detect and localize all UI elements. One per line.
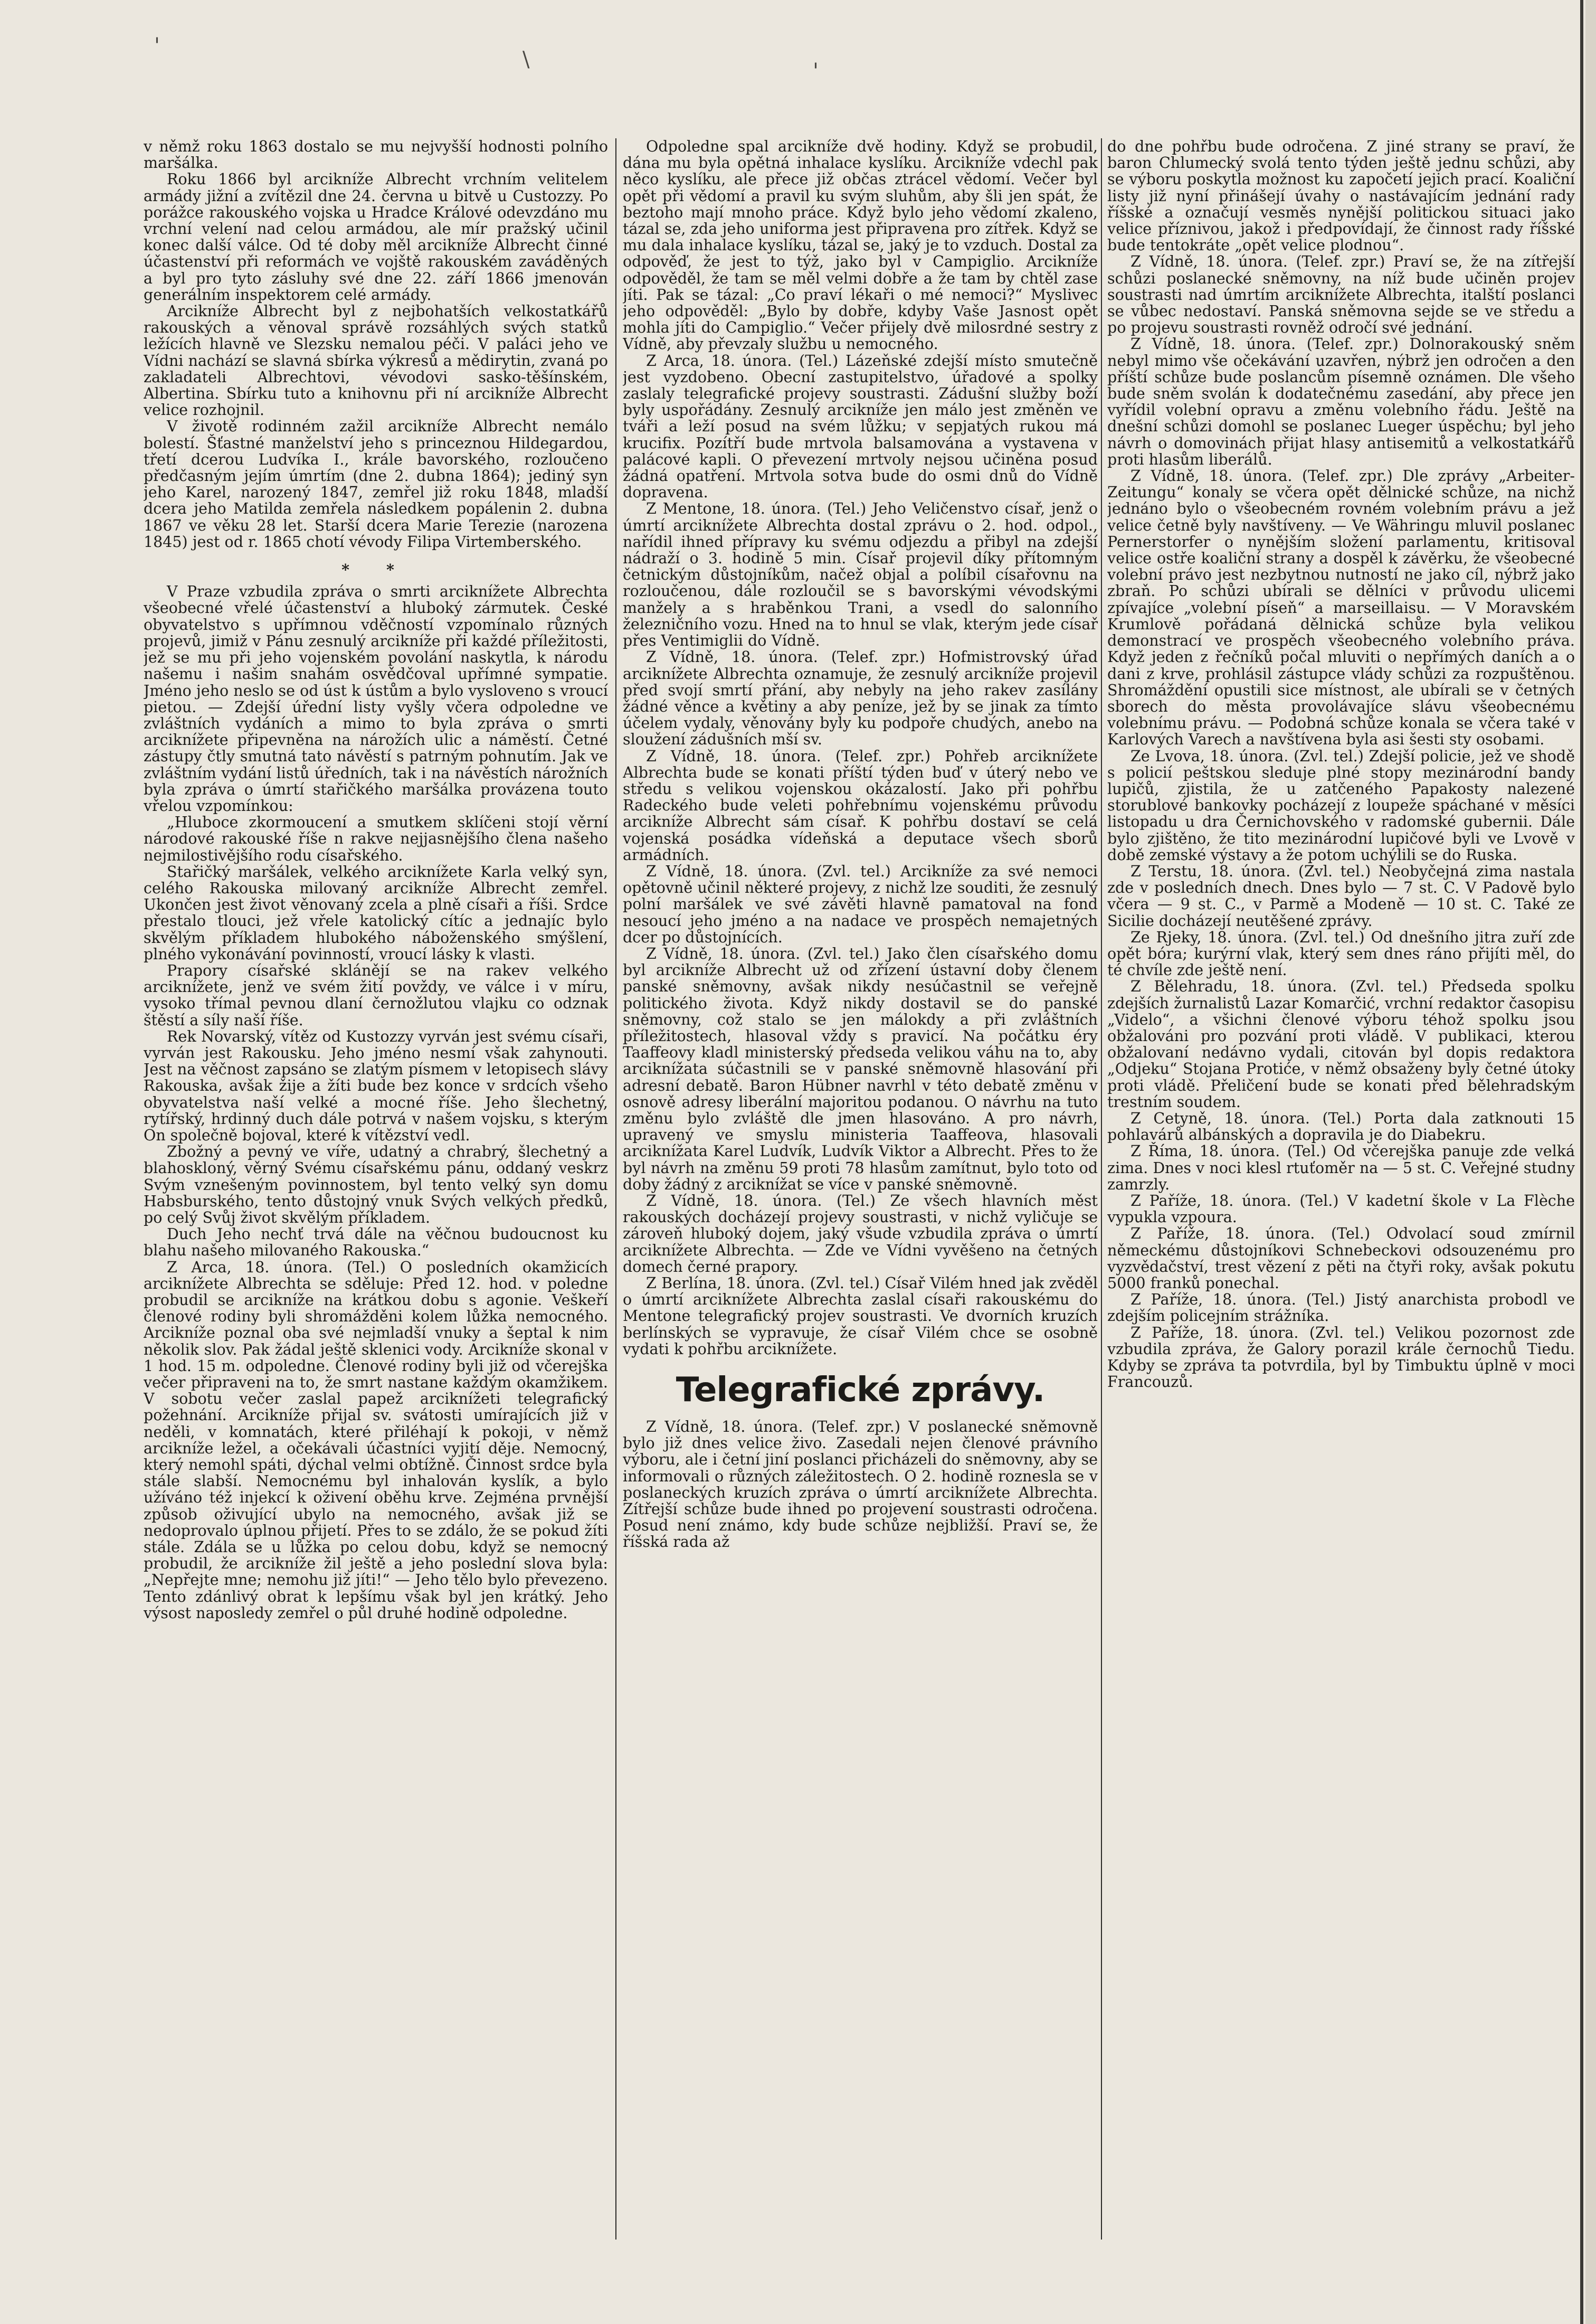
paragraph: Z Paříže, 18. února. (Tel.) Odvolací soud zmírnil německému důstojníkovi Schnebeckovi odsouzenému pro vyzvědačství, trest vězení z pěti na čtyři roky, avšak pokutu 5000 franků ponechal. bbox=[1107, 1225, 1575, 1292]
paragraph: Z Říma, 18. února. (Tel.) Od včerejška panuje zde velká zima. Dnes v noci klesl rtuťoměr na — 5 st. C. Veřejné studny zamrzly. bbox=[1107, 1142, 1575, 1193]
paragraph: V Praze vzbudila zpráva o smrti arciknížete Albrechta všeobecné vřelé účastenství a hluboký zármutek. České obyvatelstvo s upřímnou vděčností vzpomínalo různých projevů, jimiž v Pánu zesnulý arcikníže při každé příležitosti, jež se mu při jeho vojenském povolání naskytla, k národu našemu i našim snahám osvědčoval upřímné sympatie. Jméno jeho neslo se od úst k ústům a bylo vysloveno s vroucí pietou. — Zdejší úřední listy vyšly včera odpoledne ve zvláštních vydáních a mimo to byla zpráva o smrti arciknížete připevněna na nárožích ulic a náměstí. Četné zástupy čtly smutná tato návěstí s patrným pohnutím. Jak ve zvláštním vydání listů úředních, tak i na návěstích nárožních byla zpráva o úmrtí stařičkého maršálka provázena touto vřelou vzpomínkou: bbox=[144, 583, 608, 815]
column-divider-1 bbox=[615, 138, 616, 2240]
column-2 bbox=[623, 138, 1098, 2250]
paragraph: Z Cetyně, 18. února. (Tel.) Porta dala zatknouti 15 pohlavárů albánských a dopravila je do Diabekru. bbox=[1107, 1109, 1575, 1144]
paragraph: Rek Novarský, vítěz od Kustozzy vyrván jest svému císaři, vyrván jest Rakousku. Jeho jméno nesmí však zahynouti. Jest na věčnost zapsáno se zlatým písmem v letopisech slávy Rakouska, avšak žije a žíti bude bez konce v srdcích všeho obyvatelstva naší velké a mocné říše. Jeho šlechetný, rytířský, hrdinný duch dále potrvá v našem vojsku, s kterým On společně bojoval, které k vítězství vedl. bbox=[144, 1027, 608, 1144]
section-separator: * * bbox=[341, 561, 410, 579]
paragraph: Z Arca, 18. února. (Tel.) O posledních okamžicích arciknížete Albrechta se sděluje: Před 12. hod. v poledne probudil se arcikníže na krátkou dobu s agonie. Veškeří členové rodiny byli shromážděni kolem lůžka nemocného. Arcikníže poznal oba své nejmladší vnuky a šeptal k nim několik slov. Pak žádal ještě sklenici vody. Arcikníže skonal v 1 hod. 15 m. odpoledne. Členové rodiny byli již od včerejška večer připraveni na to, že smrt nastane každým okamžikem. V sobotu večer zaslal papež arciknížeti telegrafický požehnání. Arcikníže přijal sv. svátosti umírajících již v neděli, v komnatách, které přiléhají k pokoji, v němž arcikníže ležel, a očekávali účastníci vyjití děje. Nemocný, který nemohl spáti, dýchal velmi obtížně. Činnost srdce byla stále slabší. Nemocnému byl inhalován kyslík, a bylo užíváno též injekcí k oživení oběhu krve. Zejména prvnější způsob oživující ubylo na nemocného, avšak již se nedoprovalo úplnou přijetí. Přes to se zdálo, že se pokud žíti stále. Zdála se u lůžka po celou dobu, když se nemocný probudil, že arcikníže žil ještě a jeho poslední slova byla: „Nepřejte mne; nemohu již jíti!“ — Jeho tělo bylo převezeno. Tento zdánlivý obrat k lepšímu však byl jen krátký. Jeho výsost naposledy zemřel o půl druhé hodině odpoledne. bbox=[144, 1258, 608, 1622]
paragraph: Z Vídně, 18. února. (Telef. zpr.) Dolnorakouský sněm nebyl mimo vše očekávání uzavřen, nýbrž jen odročen a den příští schůze bude poslancům písemně oznámen. Dle všeho bude sněm svolán k dodatečnému zasedání, aby přece jen vyřídil volební opravu a změnu volebního řádu. Ještě na dnešní schůzi domohl se poslanec Lueger úspěchu; byl jeho návrh o domovinách přijat hlasy antisemitů a velkostatkářů proti hlasům liberálů. bbox=[1107, 335, 1575, 468]
paragraph: Z Bělehradu, 18. února. (Zvl. tel.) Předseda spolku zdejších žurnalistů Lazar Komarčić, vrchní redaktor časopisu „Videlo“, a všichni členové výboru téhož spolku jsou obžalováni pro pozvání proti vládě. V publikaci, kterou obžalovaní nedávno vydali, citován byl dopis redaktora „Odjeku“ Stojana Protiće, v němž obsaženy byly četné útoky proti vládě. Přeličení bude se konati před bělehradským trestním soudem. bbox=[1107, 978, 1575, 1111]
paragraph: Ze Rjeky, 18. února. (Zvl. tel.) Od dnešního jitra zuří zde opět bóra; kurýrní vlak, který sem dnes ráno přijíti měl, do té chvíle zde ještě není. bbox=[1107, 928, 1575, 979]
paragraph: Prapory císařské sklánějí se na rakev velkého arciknížete, jenž ve svém žití povždy, ve válce i v míru, vysoko třímal pevnou dlaní černožlutou vlajku co odznak štěstí a síly naší říše. bbox=[144, 961, 608, 1029]
paragraph: Z Vídně, 18. února. (Telef. zpr.) Praví se, že na zítřejší schůzi poslanecké sněmovny, na níž bude učiněn projev soustrasti nad úmrtím arciknížete Albrechta, italští poslanci se vůbec nedostaví. Panská sněmovna sejde se ve středu a po projevu soustrasti rovněž odročí své jednání. bbox=[1107, 253, 1575, 337]
paragraph: Z Mentone, 18. února. (Tel.) Jeho Veličenstvo císař, jenž o úmrtí arciknížete Albrechta dostal zprávu o 2. hod. odpol., nařídil ihned přípravy ku svému odjezdu a přibyl na zdejší nádraží o 3. hodině 5 min. Císař projevil díky přítomným četnickým důstojníkům, načež objal a políbil císařovnu na rozloučenou, dále rozloučil se s bavorskými vévodskými manžely a s hraběnkou Trani, a vsedl do salonního železničního vozu. Hned na to hnul se vlak, kterým jede císař přes Ventimiglii do Vídně. bbox=[623, 500, 1098, 650]
page-margin bbox=[1585, 0, 1596, 2324]
paragraph: v němž roku 1863 dostalo se mu nejvyšší hodnosti polního maršálka. bbox=[144, 138, 608, 172]
section-heading: Telegrafické zprávy. bbox=[676, 1371, 1045, 1410]
paragraph: Zbožný a pevný ve víře, udatný a chrabrý, šlechetný a blahoskloný, věrný Svému císařskému pánu, oddaný veskrz Svým vznešeným povinnostem, byl tento velký syn domu Habsburského, tento důstojný vnuk Svých velkých předků, po celý Svůj život skvělým příkladem. bbox=[144, 1143, 608, 1226]
page-edge bbox=[1580, 0, 1583, 2324]
paragraph: do dne pohřbu bude odročena. Z jiné strany se praví, že baron Chlumecký svolá tento týden ještě jednu schůzi, aby se výboru poskytla možnost ku započetí jejich prací. Koaliční listy již nyní přinášejí úvahy o nastávajícím jednání rady říšské a označují vesměs nynější politickou situaci jako velice příznivou, jakož i předpovídají, že činnost rady říšské bude tentokráte „opět velice plodnou“. bbox=[1107, 138, 1575, 254]
paragraph: Z Paříže, 18. února. (Zvl. tel.) Velikou pozornost zde vzbudila zpráva, že Galory porazil krále černochů Tiedu. Kdyby se zpráva ta potvrdila, byl by Timbuktu úplně v moci Francouzů. bbox=[1107, 1324, 1575, 1391]
paragraph: V životě rodinném zažil arcikníže Albrecht nemálo bolestí. Šťastné manželství jeho s princeznou Hildegardou, třetí dcerou Ludvíka I., krále bavorského, rozloučeno předčasným jejím úmrtím (dne 2. dubna 1864); jediný syn jeho Karel, narozený 1847, zemřel již roku 1848, mladší dcera jeho Matilda zemřela následkem popálenin 2. dubna 1867 ve věku 28 let. Starší dcera Marie Terezie (narozena 1845) jest od r. 1865 chotí vévody Filipa Virtemberského. bbox=[144, 418, 608, 551]
paragraph: Z Arca, 18. února. (Tel.) Lázeňské zdejší místo smutečně jest vyzdobeno. Obecní zastupitelstvo, úřadové a spolky zaslaly telegrafické projevy soustrasti. Zádušní služby boží byly uspořádány. Zesnulý arcikníže jen málo jest změněn ve tváři a leží posud na svém lůžku; v sepjatých rukou má krucifix. Pozítří bude mrtvola balsamována a vystavena v palácové kapli. O převezení mrtvoly nejsou učiněna posud žádná opatření. Mrtvola sotva bude do osmi dnů do Vídně dopravena. bbox=[623, 352, 1098, 502]
paragraph: Z Paříže, 18. února. (Tel.) V kadetní škole v La Flèche vypukla vzpoura. bbox=[1107, 1192, 1575, 1226]
paragraph: Z Vídně, 18. února. (Telef. zpr.) Dle zprávy „Arbeiter-Zeitungu“ konaly se včera opět dělnické schůze, na nichž jednáno bylo o všeobecném rovném volebním právu a jež velice četně byly navštíveny. — Ve Währingu mluvil poslanec Pernerstorfer o nynějším složení parlamentu, kritisoval velice ostře koaliční strany a dospěl k závěrku, že všeobecné volební právo jest nezbytnou nutností ne jako cíl, nýbrž jako zbraň. Po schůzi ubírali se dělníci v průvodu ulicemi zpívajíce „volební píseň“ a marseillaisu. — V Moravském Krumlově pořádaná dělnická schůze byla velikou demonstrací ve prospěch všeobecného volebního práva. Když jeden z řečníků počal mluviti o nepřímých daních a o dani z krve, prohlásil zástupce vlády schůzi za rozpuštěnou. Shromáždění opustili sice místnost, ale ubírali se v četných sborech do města provolávajíce slávu všeobecnému volebnímu právu. — Podobná schůze konala se včera také v Karlových Varech a navštívena byla asi šesti sty osobami. bbox=[1107, 467, 1575, 749]
paragraph: Z Paříže, 18. února. (Tel.) Jistý anarchista probodl ve zdejším policejním strážníka. bbox=[1107, 1291, 1575, 1325]
paragraph: Roku 1866 byl arcikníže Albrecht vrchním velitelem armády jižní a zvítězil dne 24. června u bitvě u Custozzy. Po porážce rakouského vojska u Hradce Králové odevzdáno mu vrchní velení nad celou armádou, ale mír pražský učinil konec další válce. Od té doby měl arcikníže Albrecht činné účastenství při reformách ve vojště rakouském zaváděných a byl pro tyto zásluhy své dne 22. září 1866 jmenován generálním inspektorem celé armády. bbox=[144, 171, 608, 304]
paragraph: Odpoledne spal arcikníže dvě hodiny. Když se probudil, dána mu byla opětná inhalace kyslíku. Arcikníže vdechl pak něco kyslíku, ale přece již občas ztrácel vědomí. Večer byl opět při vědomí a pravil ku svým sluhům, aby šli jen spát, že beztoho mají mnoho práce. Když bylo jeho vědomí zkaleno, tázal se, zda jeho uniforma jest připravena pro zítřek. Když se mu dala inhalace kyslíku, tázal se, jaký je to vzduch. Dostal za odpověď, že jest to týž, jako byl v Campiglio. Arcikníže odpověděl, že tam se měl velmi dobře a že tam by chtěl zase jíti. Pak se tázal: „Co praví lékaři o mé nemoci?“ Myslivec jeho odpověděl: „Bylo by dobře, kdyby Vaše Jasnost opět mohla jíti do Campiglio.“ Večer přijely dvě milosrdné sestry z Vídně, aby převzaly službu u nemocného. bbox=[623, 138, 1098, 353]
header-mark-3: ' bbox=[813, 59, 819, 83]
paragraph: Ze Lvova, 18. února. (Zvl. tel.) Zdejší policie, jež ve shodě s policií peštskou sleduje plné stopy mezinárodní bandy lupičů, zjistila, že u zatčeného Papakosty nalezené storublové bankovky pocházejí z loupeže spáchané v měsíci listopadu u dra Černichovského v radomské gubernii. Dále bylo zjištěno, že tito mezinárodní lupičové byli ve Lvově v době zemské výstavy a že potom uchýlili se do Ruska. bbox=[1107, 747, 1575, 864]
paragraph: Z Berlína, 18. února. (Zvl. tel.) Císař Vilém hned jak zvěděl o úmrtí arciknížete Albrechta zaslal císaři rakouskému do Mentone telegrafický projev soustrasti. Ve dvorních kruzích berlínských se vypravuje, že císař Vilém chce se osobně vydati k pohřbu arciknížete. bbox=[623, 1274, 1098, 1358]
paragraph: Z Terstu, 18. února. (Zvl. tel.) Neobyčejná zima nastala zde v posledních dnech. Dnes bylo — 7 st. C. V Padově bylo včera — 9 st. C., v Parmě a Modeně — 10 st. C. Také ze Sicilie docházejí neutěšené zprávy. bbox=[1107, 862, 1575, 930]
paragraph: „Hluboce zkormoucení a smutkem sklíčeni stojí věrní národové rakouské říše n rakve nejjasnějšího člena našeho nejmilostivějšího rodu císařského. bbox=[144, 814, 608, 864]
column-divider-2 bbox=[1101, 138, 1102, 2240]
paragraph: Z Vídně, 18. února. (Telef. zpr.) Hofmistrovský úřad arciknížete Albrechta oznamuje, že zesnulý arcikníže projevil před svojí smrtí přání, aby nebyly na jeho rakev zasílány žádné věnce a květiny a aby peníze, jež by se jinak za tímto účelem vydaly, věnovány byly ku podpoře chudých, anebo na sloužení zádušních mší sv. bbox=[623, 648, 1098, 749]
header-mark-2: \ bbox=[522, 48, 530, 72]
paragraph: Stařičký maršálek, velkého arciknížete Karla velký syn, celého Rakouska milovaný arcikníže Albrecht zemřel. Ukončen jest život věnovaný zcela a plně císaři a říši. Srdce přestalo tlouci, jež vřele katolický cítíc a jednajíc bylo skvělým příkladem hlubokého náboženského smýšlení, plného vykonávání povinností, vroucí lásky k vlasti. bbox=[144, 863, 608, 963]
paragraph: Z Vídně, 18. února. (Zvl. tel.) Jako člen císařského domu byl arcikníže Albrecht už od zřízení ústavní doby členem panské sněmovny, avšak nikdy nesúčastnil se veřejně politického života. Když nikdy dostavil se do panské sněmovny, což stalo se jen málokdy a při zvláštních příležitostech, hlasoval vždy s pravicí. Na počátku éry Taaffeovy kladl ministerský předseda velikou váhu na to, aby arciknížata súčastnili se v panské sněmovně hlasování při adresní debatě. Baron Hübner navrhl v této debatě změnu v osnově adresy liberální majoritou podanou. O návrhu na tuto změnu bylo zvláště dle jmen hlasováno. A pro návrh, upravený ve smyslu ministeria Taaffeova, hlasovali arciknížata Karel Ludvík, Ludvík Viktor a Albrecht. Přes to že byl návrh na změnu 59 proti 78 hlasům zamítnut, bylo toto od doby žádný z arciknížat se více v panské sněmovně. bbox=[623, 944, 1098, 1193]
paragraph: Z Vídně, 18. února. (Zvl. tel.) Arcikníže za své nemoci opětovně učinil některé projevy, z nichž lze souditi, že zesnulý polní maršálek ve své závěti hlavně pamatoval na fond nesoucí jeho jméno a na nadace ve prospěch nemajetných dcer po důstojnících. bbox=[623, 862, 1098, 946]
column-1 bbox=[144, 138, 608, 2250]
paragraph: Arcikníže Albrecht byl z nejbohatších velkostatkářů rakouských a věnoval správě rozsáhlých svých statků ležících hlavně ve Slezsku nemalou péči. V paláci jeho ve Vídni nachází se slavná sbírka výkresů a mědirytin, zvaná po zakladateli Albrechtovi, vévodovi sasko-těšínském, Albertina. Sbírku tuto a knihovnu při ní arcikníže Albrecht velice rozhojnil. bbox=[144, 303, 608, 419]
paragraph: Z Vídně, 18. února. (Telef. zpr.) Pohřeb arciknížete Albrechta bude se konati příští týden buď v úterý nebo ve středu s velikou vojenskou okázalostí. Jako při pohřbu Radeckého bude veleti pohřebnímu vojenskému průvodu arcikníže Albrecht sám císař. K pohřbu dostaví se celá vojenská posádka vídeňská a deputace všech sborů armádních. bbox=[623, 747, 1098, 864]
paragraph: Z Vídně, 18. února. (Telef. zpr.) V poslanecké sněmovně bylo již dnes velice živo. Zasedali nejen členové právního výboru, ale i četní jiní poslanci přicházeli do sněmovny, aby se informovali o různých záležitostech. O 2. hodině roznesla se v poslaneckých kruzích zpráva o úmrtí arciknížete Albrechta. Zítřejší schůze bude ihned po projevení soustrasti odročena. Posud není známo, kdy bude schůze nejbližší. Praví se, že říšská rada až bbox=[623, 1418, 1098, 1551]
header-mark-1: ' bbox=[154, 34, 160, 58]
column-3 bbox=[1107, 138, 1575, 2250]
paragraph: Z Vídně, 18. února. (Tel.) Ze všech hlavních měst rakouských docházejí projevy soustrasti, v nichž vyličuje se zároveň hluboký dojem, jaký všude vzbudila zpráva o úmrtí arciknížete Albrechta. — Zde ve Vídni vyvěšeno na četných domech černé prapory. bbox=[623, 1192, 1098, 1276]
paragraph: Duch Jeho nechť trvá dále na věčnou budoucnost ku blahu našeho milovaného Rakouska.“ bbox=[144, 1225, 608, 1260]
